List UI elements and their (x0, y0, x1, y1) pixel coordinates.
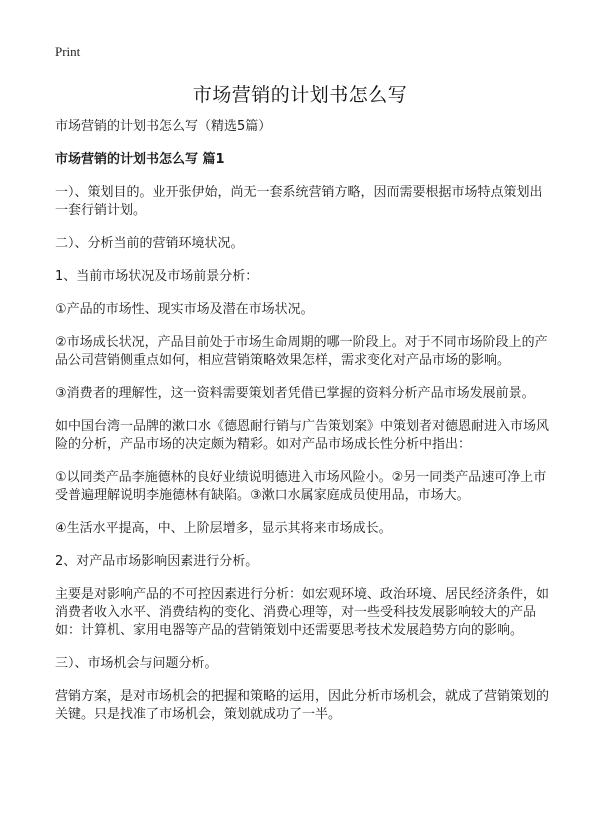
document-subtitle: 市场营销的计划书怎么写（精选5篇） (55, 119, 272, 134)
document-title: 市场营销的计划书怎么写 (192, 84, 408, 106)
paragraph: ①产品的市场性、现实市场及潜在市场状况。 (55, 302, 314, 317)
paragraph: 2、对产品市场影响因素进行分析。 (55, 554, 259, 569)
paragraph: 如中国台湾一品牌的漱口水《德恩耐行销与广告策划案》中策划者对德恩耐进入市场风险的分析，产品市场的决定颇为精彩。如对产品市场成长性分析中指出： (55, 419, 550, 452)
paragraph: 营销方案，是对市场机会的把握和策略的运用，因此分析市场机会，就成了营销策划的关键。只是找准了市场机会，策划就成功了一半。 (55, 689, 550, 722)
paragraph: 1、当前市场状况及市场前景分析： (55, 269, 259, 284)
paragraph: 一）、策划目的。业开张伊始，尚无一套系统营销方略，因而需要根据市场特点策划出一套行销计划。 (55, 185, 543, 218)
paragraph: ③消费者的理解性，这一资料需要策划者凭借已掌握的资料分析产品市场发展前景。 (55, 386, 535, 401)
paragraph: 二）、分析当前的营销环境状况。 (55, 236, 244, 251)
paragraph: ②市场成长状况，产品目前处于市场生命周期的哪一阶段上。对于不同市场阶段上的产品公司营销侧重点如何，相应营销策略效果怎样，需求变化对产品市场的影响。 (55, 335, 548, 368)
paragraph: ①以同类产品李施德林的良好业绩说明德进入市场风险小。②另一同类产品速可净上市受普遍理解说明李施德林有缺陷。③漱口水属家庭成员使用品，市场大。 (55, 470, 547, 503)
document-body (55, 118, 555, 724)
section-heading: 市场营销的计划书怎么写 篇1 (55, 152, 225, 167)
print-label: Print (55, 44, 81, 59)
paragraph: ④生活水平提高，中、上阶层增多，显示其将来市场成长。 (55, 521, 392, 536)
paragraph: 三）、市场机会与问题分析。 (55, 656, 218, 671)
paragraph: 主要是对影响产品的不可控因素进行分析：如宏观环境、政治环境、居民经济条件，如消费者收入水平、消费结构的变化、消费心理等，对一些受科技发展影响较大的产品如：计算机、家用电器等产品的营销策划中还需要思考技术发展趋势方向的影响。 (55, 587, 550, 638)
